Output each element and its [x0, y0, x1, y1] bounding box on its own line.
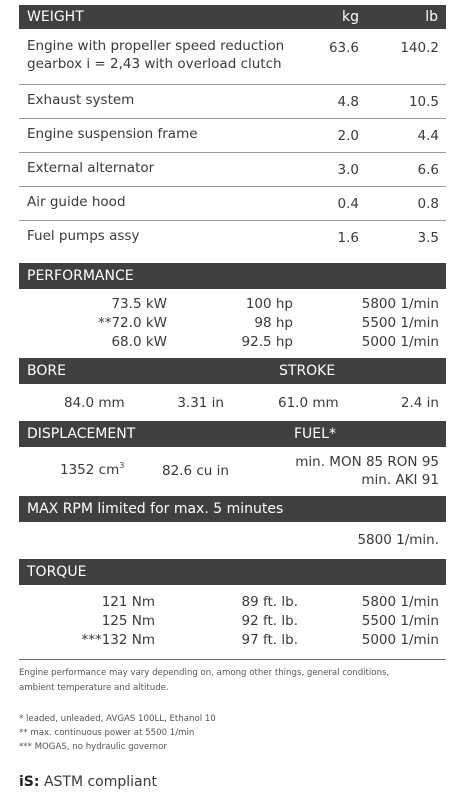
torque-ftlb: 89 ft. lb.	[241, 594, 298, 610]
weight-row-kg: 4.8	[337, 94, 359, 110]
weight-row-lb: 0.8	[417, 196, 439, 212]
weight-row-lb: 4.4	[417, 128, 439, 144]
compliance-text: ASTM compliant	[43, 774, 157, 790]
weight-row-kg: 0.4	[337, 196, 359, 212]
divider	[19, 152, 446, 153]
footnote-1: * leaded, unleaded, AVGAS 100LL, Ethanol 10	[19, 714, 216, 724]
torque-ftlb: 97 ft. lb.	[241, 632, 298, 648]
bore-header: BORE	[27, 363, 66, 379]
weight-header-bar	[19, 5, 446, 29]
fuel-header: FUEL*	[294, 426, 336, 442]
weight-row-lb: 10.5	[408, 94, 439, 110]
displacement-cm	[60, 462, 124, 478]
weight-row-label: Exhaust system	[27, 92, 135, 108]
divider	[19, 84, 446, 85]
max-rpm-header-bar	[19, 496, 446, 522]
divider	[19, 659, 446, 660]
performance-hp: 100 hp	[245, 296, 293, 312]
displacement-cm-value: 1352 cm	[60, 462, 120, 478]
bore-in: 3.31 in	[177, 395, 224, 411]
max-rpm-value: 5800 1/min.	[357, 532, 439, 548]
weight-header: WEIGHT	[27, 9, 84, 25]
torque-nm: 121 Nm	[101, 594, 155, 610]
footnote-3: *** MOGAS, no hydraulic governor	[19, 742, 167, 752]
bore-stroke-header-bar	[19, 358, 446, 384]
performance-kw: **72.0 kW	[97, 315, 167, 331]
torque-header: TORQUE	[27, 564, 87, 580]
weight-row-lb: 3.5	[417, 230, 439, 246]
stroke-header: STROKE	[279, 363, 336, 379]
weight-row-lb: 140.2	[400, 40, 439, 56]
divider	[19, 186, 446, 187]
torque-rpm: 5800 1/min	[361, 594, 439, 610]
weight-row-kg: 3.0	[337, 162, 359, 178]
torque-ftlb: 92 ft. lb.	[241, 613, 298, 629]
torque-nm: 125 Nm	[101, 613, 155, 629]
weight-row-lb: 6.6	[417, 162, 439, 178]
unit-kg: kg	[342, 9, 359, 25]
weight-row-label: Engine suspension frame	[27, 126, 198, 142]
unit-lb: lb	[425, 9, 438, 25]
displacement-fuel-header-bar	[19, 421, 446, 447]
displacement-cuin: 82.6 cu in	[162, 463, 229, 479]
weight-row-label: Air guide hood	[27, 194, 126, 210]
divider	[19, 118, 446, 119]
displacement-header: DISPLACEMENT	[27, 426, 136, 442]
performance-header-bar	[19, 263, 446, 289]
performance-header: PERFORMANCE	[27, 268, 134, 284]
torque-header-bar	[19, 559, 446, 585]
performance-rpm: 5500 1/min	[361, 315, 439, 331]
bore-mm: 84.0 mm	[64, 395, 125, 411]
weight-row-label: Fuel pumps assy	[27, 228, 140, 244]
torque-nm: ***132 Nm	[81, 632, 155, 648]
fuel-line1: min. MON 85 RON 95	[295, 454, 439, 470]
stroke-mm: 61.0 mm	[278, 395, 339, 411]
performance-kw: 68.0 kW	[111, 334, 167, 350]
weight-row-label-line2: gearbox i = 2,43 with overload clutch	[27, 56, 282, 72]
fuel-line2: min. AKI 91	[361, 472, 439, 488]
performance-rpm: 5000 1/min	[361, 334, 439, 350]
compliance-line	[19, 774, 157, 790]
displacement-cm-exponent: 3	[119, 461, 125, 470]
stroke-in: 2.4 in	[400, 395, 439, 411]
performance-rpm: 5800 1/min	[361, 296, 439, 312]
compliance-prefix: iS:	[19, 774, 40, 790]
torque-rpm: 5500 1/min	[361, 613, 439, 629]
weight-row-kg: 63.6	[328, 40, 359, 56]
divider	[19, 220, 446, 221]
performance-hp: 98 hp	[254, 315, 293, 331]
weight-row-kg: 1.6	[337, 230, 359, 246]
footnote-2: ** max. continuous power at 5500 1/min	[19, 728, 195, 738]
performance-kw: 73.5 kW	[111, 296, 167, 312]
weight-row-label: Engine with propeller speed reduction	[27, 38, 285, 54]
max-rpm-header: MAX RPM limited for max. 5 minutes	[27, 501, 284, 517]
disclaimer-line1: Engine performance may vary depending on, among other things, general conditions,	[19, 668, 390, 678]
disclaimer-line2: ambient temperature and altitude.	[19, 683, 169, 693]
weight-row-kg: 2.0	[337, 128, 359, 144]
weight-row-label: External alternator	[27, 160, 155, 176]
performance-hp: 92.5 hp	[241, 334, 293, 350]
torque-rpm: 5000 1/min	[361, 632, 439, 648]
